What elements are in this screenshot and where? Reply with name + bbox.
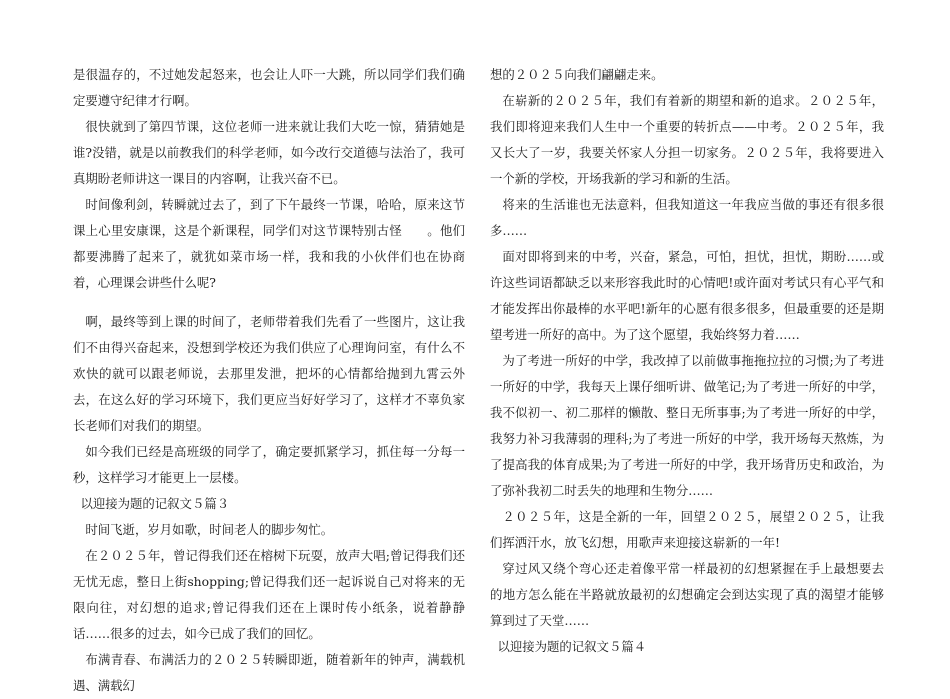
paragraph: 时间像利剑，转瞬就过去了，到了下午最终一节课，哈哈，原来这节课上心里安康课，这是个新课程，同学们对这节课特别古怪 。他们都要沸腾了起来了，就犹如菜市场一样，我和我的小伙伴们也在协商 着，心理课会讲些什么呢? (73, 197, 478, 290)
paragraph: 如今我们已经是高班级的同学了，确定要抓紧学习，抓住每一分每一秒，这样学习才能更上一层楼。 (73, 444, 465, 485)
paragraph: ２０２５年，这是全新的一年，回望２０２５，展望２０２５，让我们挥洒汗水，放飞幻想，用歌声来迎接这崭新的一年! (490, 509, 884, 550)
section-heading: 以迎接为题的记叙文５篇３ (80, 496, 230, 511)
paragraph: 时间飞逝，岁月如歌，时间老人的脚步匆忙。 (85, 522, 334, 537)
paragraph: 在２０２５年，曾记得我们还在榕树下玩耍，放声大唱;曾记得我们还无忧无虑，整日上街shopping;曾记得我们还一起诉说自己对将来的无限向往，对幻想的追求;曾记得我们还在上课时传小纸条，说着静静话……很多的过去，如今已成了我们的回忆。 (73, 548, 465, 641)
paragraph: 将来的生活谁也无法意料，但我知道这一年我应当做的事还有很多很多…… (490, 197, 884, 238)
left-column (73, 62, 478, 699)
paragraph: 为了考进一所好的中学，我改掉了以前做事拖拖拉拉的习惯;为了考进一所好的中学，我每天上课仔细听讲、做笔记;为了考进一所好的中学，我不似初一、初二那样的懒散、整日无所事事;为了考进一所好的中学，我努力补习我薄弱的理科;为了考进一所好的中学，我开场每天熬炼，为了提高我的体育成果;为了考进一所好的中学，我开场背历史和政治，为了弥补我初二时丢失的地理和生物分…… (490, 353, 884, 498)
right-column (490, 62, 884, 660)
paragraph: 穿过风又绕个弯心还走着像平常一样最初的幻想紧握在手上最想要去的地方怎么能在半路就放最初的幻想确定会到达实现了真的渴望才能够算到过了天堂…… (490, 561, 884, 628)
paragraph: 布满青春、布满活力的２０２５转瞬即逝，随着新年的钟声，满载机遇、满载幻 (73, 652, 465, 693)
paragraph: 是很温存的，不过她发起怒来，也会让人吓一大跳，所以同学们我们确定要遵守纪律才行啊。 (73, 67, 465, 108)
paragraph: 很快就到了第四节课，这位老师一进来就让我们大吃一惊，猜猜她是谁?没错，就是以前教我们的科学老师，如今改行交道德与法治了，我可真期盼老师讲这一课目的内容啊，让我兴奋不已。 (73, 119, 465, 186)
section-heading: 以迎接为题的记叙文５篇４ (497, 639, 647, 654)
paragraph: 啊，最终等到上课的时间了，老师带着我们先看了一些图片，这让我们不由得兴奋起来，没想到学校还为我们供应了心理询问室，有什么不欢快的就可以跟老师说，去那里发泄，把坏的心情都给抛到九霄云外去，在这么好的学习环境下，我们更应当好好学习了，这样才不辜负家长老师们对我们的期望。 (73, 314, 465, 433)
paragraph: 想的２０２５向我们翩翩走来。 (490, 67, 664, 82)
paragraph: 在崭新的２０２５年，我们有着新的期望和新的追求。２０２５年，我们即将迎来我们人生中一个重要的转折点——中考。２０２５年，我又长大了一岁，我要关怀家人分担一切家务。２０２５年，我将要进入一个新的学校，开场我新的学习和新的生活。 (490, 93, 884, 186)
paragraph: 面对即将到来的中考，兴奋，紧急，可怕，担忧，担忧，期盼……或许这些词语都缺乏以来形容我此时的心情吧!或许面对考试只有心平气和才能发挥出你最棒的水平吧!新年的心愿有很多很多，但最重要的还是期望考进一所好的高中。为了这个愿望，我始终努力着…… (490, 249, 884, 342)
